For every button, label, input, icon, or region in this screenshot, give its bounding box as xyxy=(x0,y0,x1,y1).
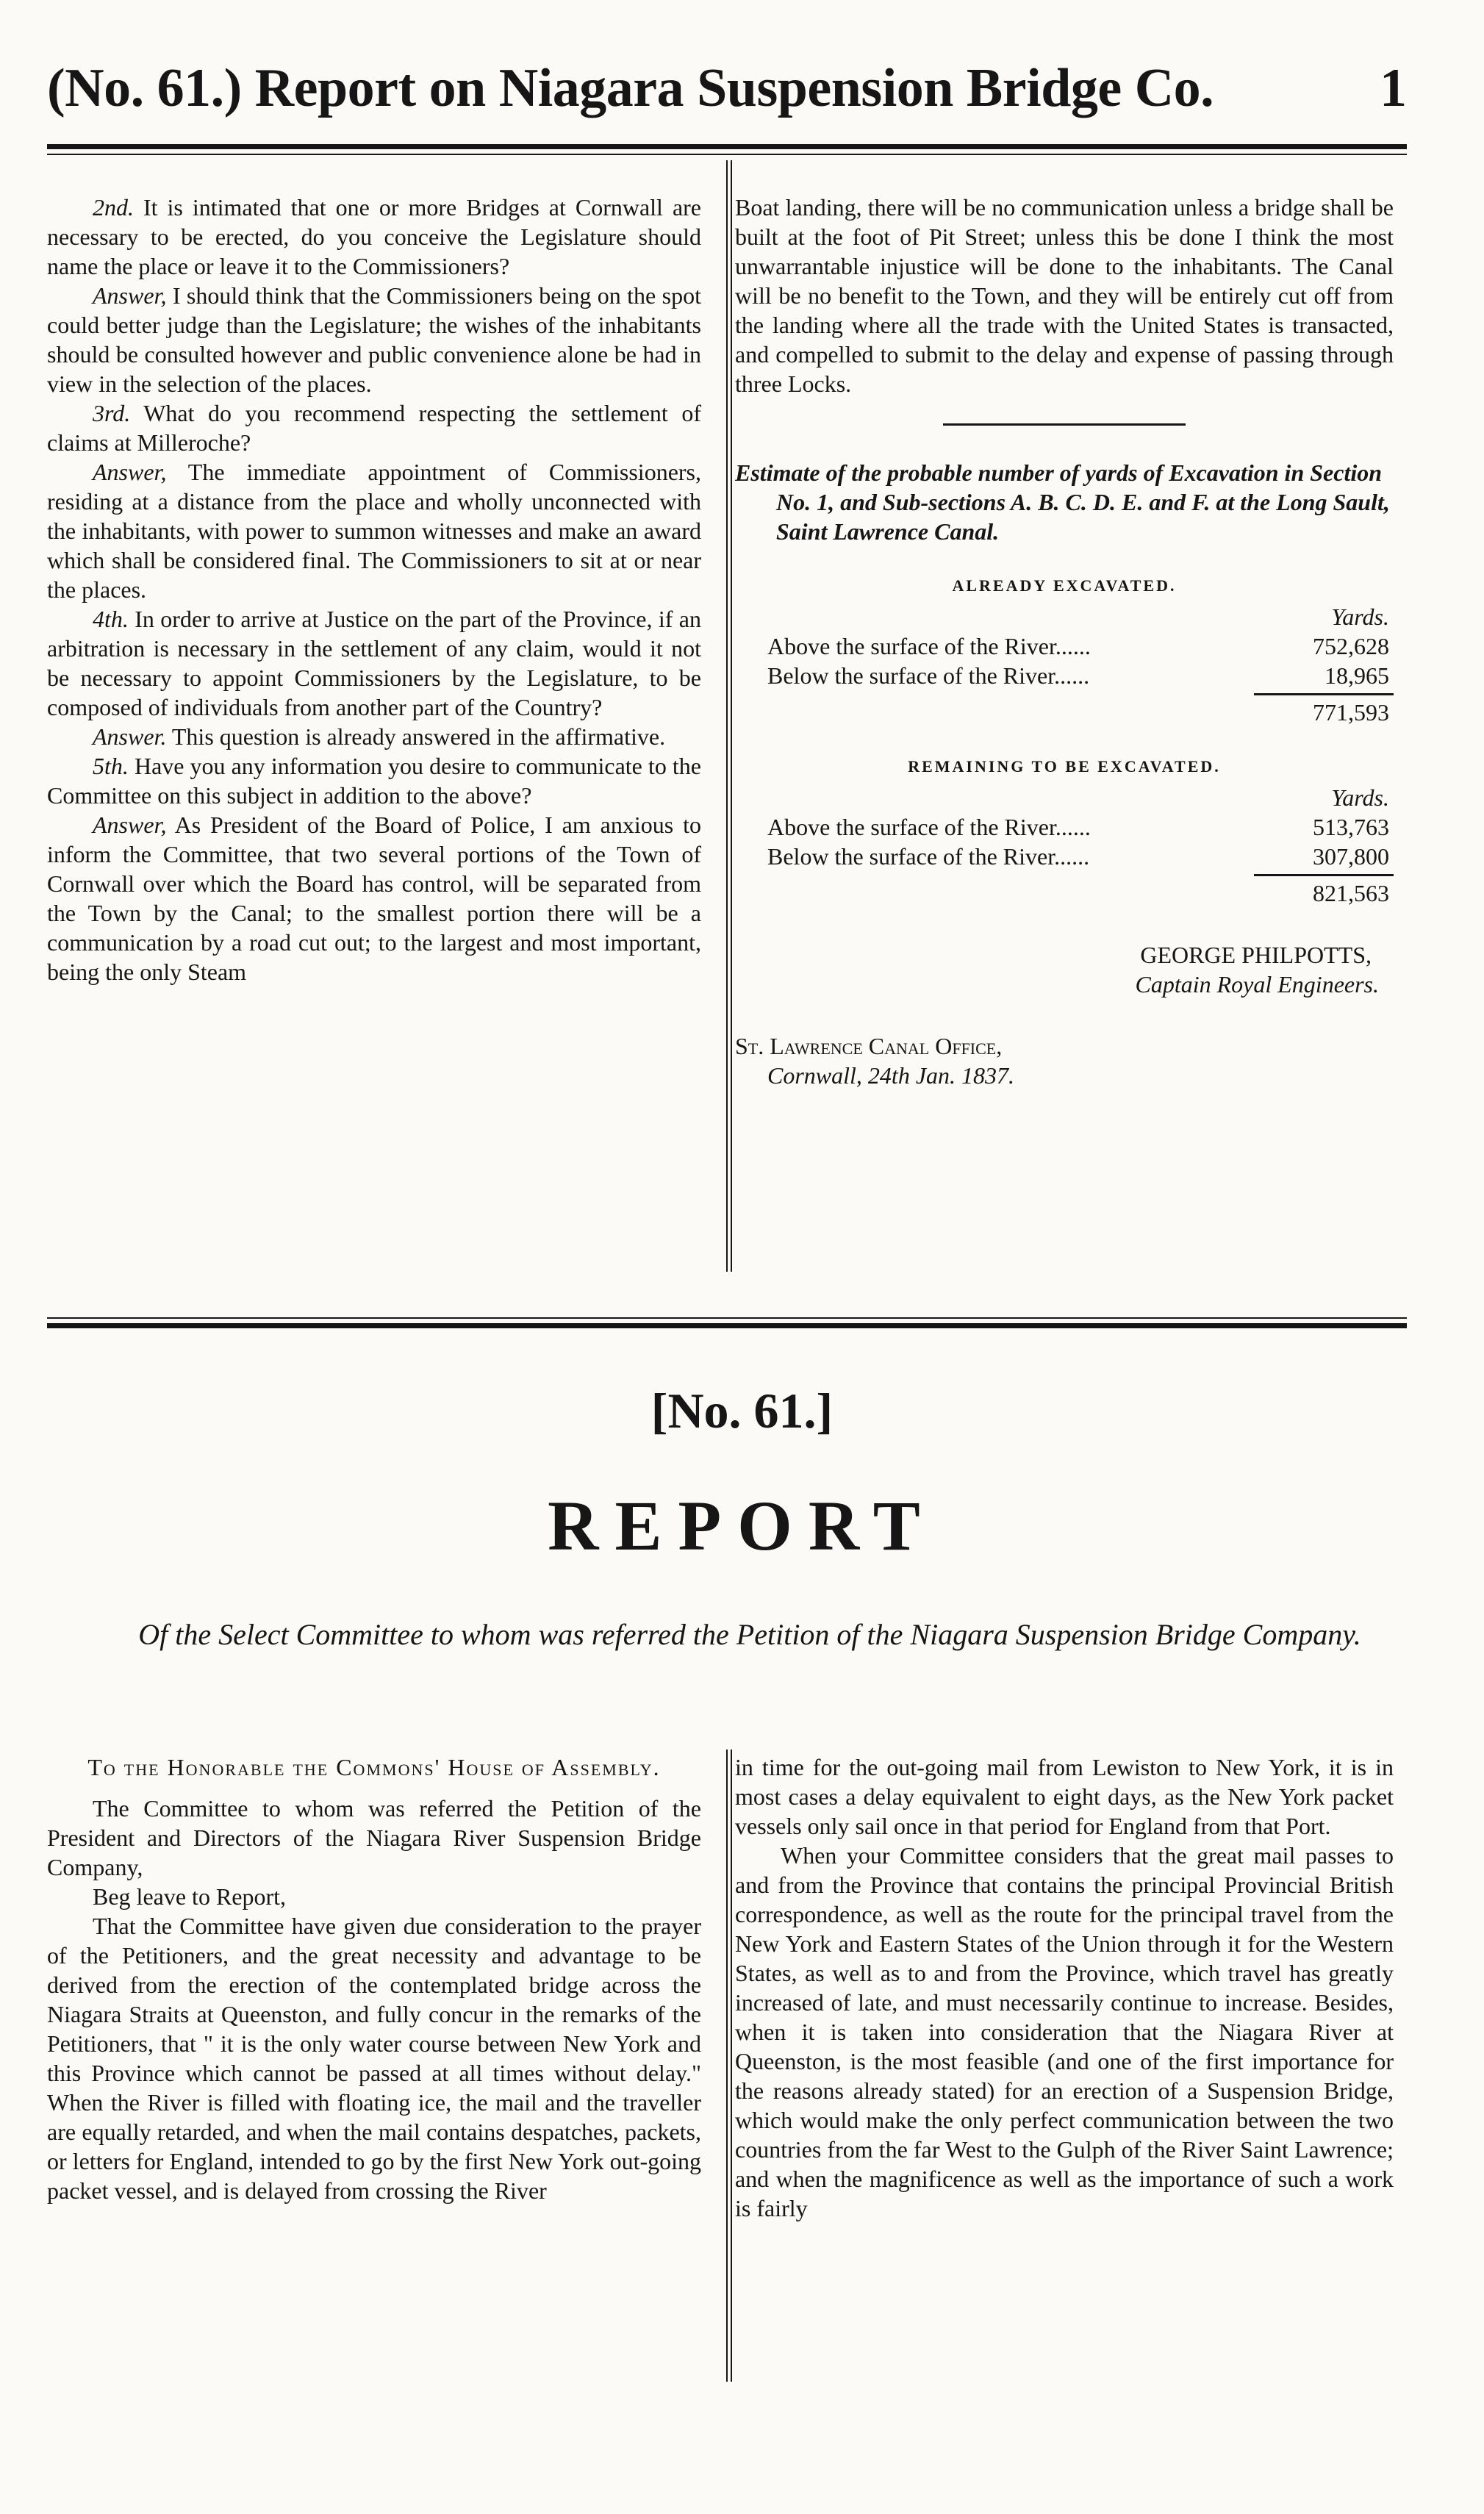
header-rule-thick xyxy=(47,144,1407,149)
remaining-table xyxy=(735,783,1394,908)
row-label: Below the surface of the River...... xyxy=(767,662,1090,689)
row-label: Above the surface of the River...... xyxy=(767,814,1091,840)
yards-label: Yards. xyxy=(1331,604,1389,630)
report-paragraph: When your Committee considers that the great mail passes to and from the Province that contains the principal Provincial British correspondence, as well as the route for the principal travel from the New York and Eastern States of the Union through it for the Western States, as well as to and from the Province, which travel has greatly increased of late, and must necessarily continue to increase. Besides, when it is taken into consideration that the Niagara River at Queenston, is the most feasible (and one of the first importance for the reasons already stated) for an erection of a Suspension Bridge, which would make the only perfect communication between the two countries from the far West to the Gulph of the River Saint Lawrence; and when the magnificence as well as the importance of such a work is fairly xyxy=(735,1842,1394,2221)
section-divider-thin xyxy=(47,1317,1407,1319)
page-number: 1 xyxy=(1380,58,1407,118)
remaining-total: 821,563 xyxy=(735,878,1394,908)
row-label: Below the surface of the River...... xyxy=(767,843,1090,870)
row-value: 18,965 xyxy=(1325,662,1389,689)
address-line: To the Honorable the Commons' House of Assembly. xyxy=(87,1754,661,1780)
yards-label: Yards. xyxy=(1331,784,1389,811)
column-divider-lower xyxy=(726,1750,728,2382)
already-excavated-table xyxy=(735,602,1394,727)
report-subtitle: Of the Select Committee to whom was referred the Petition of the Niagara Suspension Bridge Company. xyxy=(138,1618,1361,1651)
report-paragraph: Beg leave to Report, xyxy=(93,1883,287,1910)
remaining-heading: REMAINING TO BE EXCAVATED. xyxy=(908,757,1221,776)
answer-2: Answer, I should think that the Commissioners being on the spot could better judge than the Legislature; the wishes of the inhabitants should be consulted however and public convenience alone be had in view in the selection of the places. xyxy=(47,282,701,397)
answer-3: Answer, The immediate appointment of Commissioners, residing at a distance from the place and wholly unconnected with the inhabitants, with power to summon witnesses and make an award which shall be considered final. The Commissioners to sit at or near the places. xyxy=(47,459,701,603)
table-row xyxy=(735,842,1394,871)
continuation-paragraph: Boat landing, there will be no communication unless a bridge shall be built at the foot of Pit Street; unless this be done I think the most unwarrantable injustice will be done to the inhabitants. The Canal will be no benefit to the Town, and they will be entirely cut off from the landing where all the trade with the United States is transacted, and compelled to submit to the delay and expense of passing through three Locks. xyxy=(735,194,1394,397)
table-row xyxy=(735,631,1394,661)
header-rule-thin xyxy=(47,154,1407,155)
column-divider-upper-2 xyxy=(731,160,732,1272)
report-paragraph: The Committee to whom was referred the Petition of the President and Directors of the Niagara River Suspension Bridge Company, xyxy=(47,1795,701,1880)
report-heading: REPORT xyxy=(548,1486,936,1565)
column-divider-lower-2 xyxy=(731,1750,732,2382)
already-total: 771,593 xyxy=(735,698,1394,727)
answer-4: Answer. This question is already answered in the affirmative. xyxy=(93,723,666,750)
section-rule xyxy=(943,423,1186,426)
page-header xyxy=(47,57,1407,131)
question-3: 3rd. What do you recommend respecting the settlement of claims at Milleroche? xyxy=(47,400,701,456)
section-divider-thick xyxy=(47,1323,1407,1328)
report-paragraph: in time for the out-going mail from Lewiston to New York, it is in most cases a delay equivalent to eight days, as the New York packet vessels only sail once in that period for England from that Port. xyxy=(735,1754,1394,1839)
question-2: 2nd. It is intimated that one or more Bridges at Cornwall are necessary to be erected, do you conceive the Legislature should name the place or leave it to the Commissioners? xyxy=(47,194,701,279)
question-4: 4th. In order to arrive at Justice on the part of the Province, if an arbitration is necessary in the settlement of any claim, would it not be necessary to appoint Commissioners by the Legislature, to be composed of individuals from another part of the Country? xyxy=(47,606,701,720)
signature-name: GEORGE PHILPOTTS, xyxy=(1140,942,1372,968)
column-divider-upper xyxy=(726,160,728,1272)
office-name: St. Lawrence Canal Office, xyxy=(735,1033,1003,1059)
table-row xyxy=(735,812,1394,842)
answer-5: Answer, As President of the Board of Police, I am anxious to inform the Committee, that two several portions of the Town of Cornwall over which the Board has control, will be separated from the Town by the Canal; to the smallest portion there will be a communication by a road cut out; to the largest and most important, being the only Steam xyxy=(47,812,701,985)
estimate-caption: Estimate of the probable number of yards of Excavation in Section No. 1, and Sub-sections A. B. C. D. E. and F. at the Long Sault, Saint Lawrence Canal. xyxy=(735,459,1390,545)
already-excavated-heading: ALREADY EXCAVATED. xyxy=(952,576,1177,595)
lower-right-column xyxy=(735,1752,1394,2223)
lower-left-column xyxy=(47,1752,701,2205)
row-label: Above the surface of the River...... xyxy=(767,633,1091,659)
table-row xyxy=(735,661,1394,690)
signature-title: Captain Royal Engineers. xyxy=(1135,971,1379,998)
upper-right-column xyxy=(735,193,1394,1090)
upper-left-column xyxy=(47,193,701,986)
report-number: [No. 61.] xyxy=(650,1383,834,1439)
office-date: Cornwall, 24th Jan. 1837. xyxy=(767,1062,1015,1089)
page-title: (No. 61.) Report on Niagara Suspension Bridge Co. xyxy=(47,58,1214,118)
report-paragraph: That the Committee have given due consideration to the prayer of the Petitioners, and the great necessity and advantage to be derived from the erection of the contemplated bridge across the Niagara Straits at Queenston, and fully concur in the remarks of the Petitioners, that " it is the only water course between New York and this Province which cannot be passed at all times without delay." When the River is filled with floating ice, the mail and the traveller are equally retarded, and when the mail contains despatches, packets, or letters for England, intended to go by the first New York out-going packet vessel, and is delayed from crossing the River xyxy=(47,1913,701,2204)
question-5: 5th. Have you any information you desire to communicate to the Committee on this subject in addition to the above? xyxy=(47,753,701,809)
row-value: 513,763 xyxy=(1313,814,1389,840)
row-value: 752,628 xyxy=(1313,633,1389,659)
row-value: 307,800 xyxy=(1313,843,1389,870)
